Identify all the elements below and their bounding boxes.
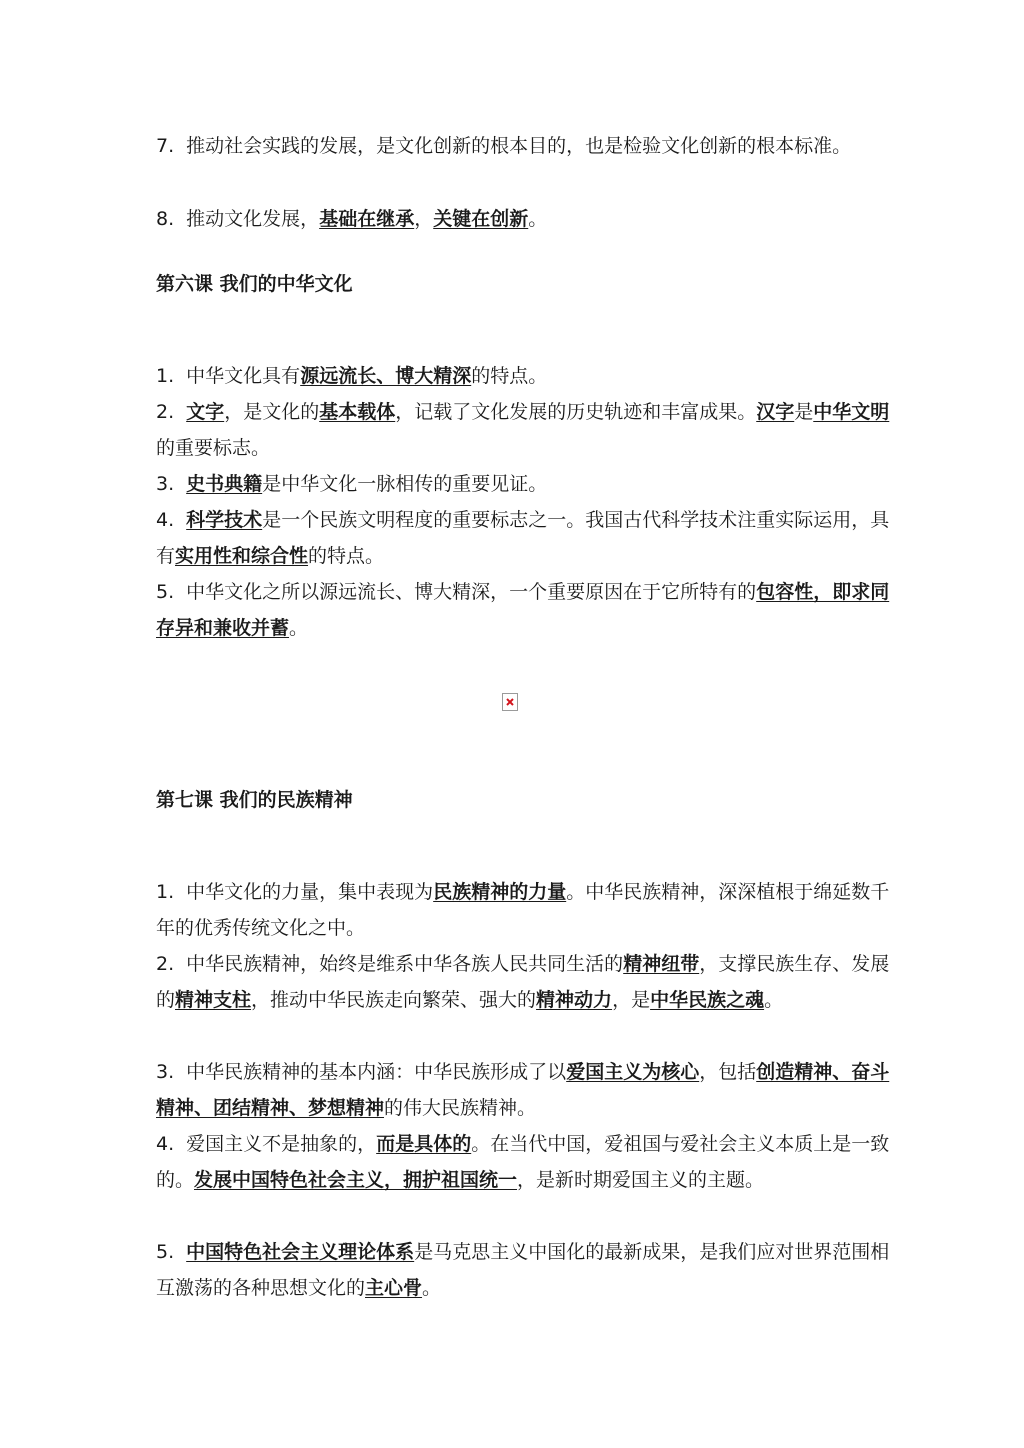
item-number: 4.	[156, 509, 181, 531]
list-item	[156, 874, 896, 946]
key-phrase: 汉字	[756, 401, 795, 423]
item-text: 的特点。	[308, 545, 385, 567]
list-item	[156, 1126, 896, 1198]
item-number: 5.	[156, 1241, 181, 1263]
item-number: 3.	[156, 1061, 181, 1083]
key-phrase: 中华文明	[813, 401, 890, 423]
key-phrase: 创造精神、奋斗精神、团结精神、梦想精神	[156, 1061, 890, 1119]
key-phrase: 包容性，即求同存异和兼收并蓄	[156, 581, 890, 639]
key-phrase: 民族精神的力量	[433, 881, 567, 903]
key-phrase: 中华民族之魂	[650, 989, 765, 1011]
item-text: 的重要标志。	[156, 437, 271, 459]
item-text: 的伟大民族精神。	[384, 1097, 537, 1119]
item-text: ，推动中华民族走向繁荣、强大的	[251, 989, 537, 1011]
key-phrase: 关键在创新	[433, 208, 529, 230]
item-text: 中华文化的力量，集中表现为	[186, 881, 434, 903]
key-phrase: 科学技术	[186, 509, 263, 531]
list-item	[156, 128, 896, 164]
item-text: ，	[414, 208, 434, 230]
key-phrase: 爱国主义为核心	[566, 1061, 700, 1083]
key-phrase: 史书典籍	[186, 473, 263, 495]
key-phrase: 而是具体的	[376, 1133, 472, 1155]
list-item	[156, 574, 896, 646]
item-text: ，记载了文化发展的历史轨迹和丰富成果。	[395, 401, 757, 423]
item-number: 7.	[156, 135, 181, 157]
list-item	[156, 946, 896, 1018]
key-phrase: 基础在继承	[319, 208, 415, 230]
item-number: 2.	[156, 401, 181, 423]
item-text: 中华文化之所以源远流长、博大精深，一个重要原因在于它所特有的	[186, 581, 757, 603]
key-phrase: 实用性和综合性	[175, 545, 309, 567]
item-text: 。	[528, 208, 548, 230]
item-text: 中华民族精神，始终是维系中华各族人民共同生活的	[186, 953, 624, 975]
item-text: 。	[422, 1277, 442, 1299]
item-number: 1.	[156, 365, 181, 387]
item-number: 8.	[156, 208, 181, 230]
item-text: 。	[289, 617, 309, 639]
broken-image-icon	[502, 693, 518, 711]
key-phrase: 源远流长、博大精深	[300, 365, 472, 387]
item-text: 是	[794, 401, 814, 423]
item-number: 1.	[156, 881, 181, 903]
item-text: ，包括	[699, 1061, 757, 1083]
list-item	[156, 358, 896, 394]
item-number: 3.	[156, 473, 181, 495]
key-phrase: 文字	[186, 401, 225, 423]
item-number: 2.	[156, 953, 181, 975]
item-text: 是一个民族文明程度的重要标志之一。我国古代科学技术注重实际运用，具有	[156, 509, 890, 567]
key-phrase: 精神动力	[536, 989, 613, 1011]
list-item	[156, 466, 896, 502]
item-text: 推动社会实践的发展，是文化创新的根本目的，也是检验文化创新的根本标准。	[186, 135, 852, 157]
list-item	[156, 1234, 896, 1306]
key-phrase: 中国特色社会主义理论体系	[186, 1241, 415, 1263]
item-text: 。在当代中国，爱祖国与爱社会主义本质上是一致的。	[156, 1133, 890, 1191]
lesson-title: 第六课 我们的中华文化	[156, 273, 353, 295]
item-text: 。中华民族精神，深深植根于绵延数千年的优秀传统文化之中。	[156, 881, 890, 939]
lesson-title: 第七课 我们的民族精神	[156, 789, 353, 811]
item-text: 中华民族精神的基本内涵：中华民族形成了以	[186, 1061, 567, 1083]
list-item	[156, 201, 896, 237]
item-text: ，支撑民族生存、发展的	[156, 953, 890, 1011]
item-text: 中华文化具有	[186, 365, 301, 387]
key-phrase: 主心骨	[365, 1277, 423, 1299]
item-number: 5.	[156, 581, 181, 603]
list-item	[156, 502, 896, 574]
key-phrase: 精神支柱	[175, 989, 252, 1011]
item-text: ，是文化的	[224, 401, 320, 423]
item-text: ，是新时期爱国主义的主题。	[517, 1169, 765, 1191]
key-phrase: 发展中国特色社会主义，拥护祖国统一	[194, 1169, 518, 1191]
item-text: 的特点。	[471, 365, 548, 387]
key-phrase: 精神纽带	[623, 953, 700, 975]
item-text: 推动文化发展，	[186, 208, 320, 230]
key-phrase: 基本载体	[319, 401, 396, 423]
list-item	[156, 1054, 896, 1126]
item-text: 。	[764, 989, 784, 1011]
item-text: 爱国主义不是抽象的，	[186, 1133, 377, 1155]
item-text: ，是	[612, 989, 651, 1011]
item-text: 是马克思主义中国化的最新成果，是我们应对世界范围相互激荡的各种思想文化的	[156, 1241, 890, 1299]
list-item	[156, 394, 896, 466]
item-text: 是中华文化一脉相传的重要见证。	[262, 473, 548, 495]
item-number: 4.	[156, 1133, 181, 1155]
